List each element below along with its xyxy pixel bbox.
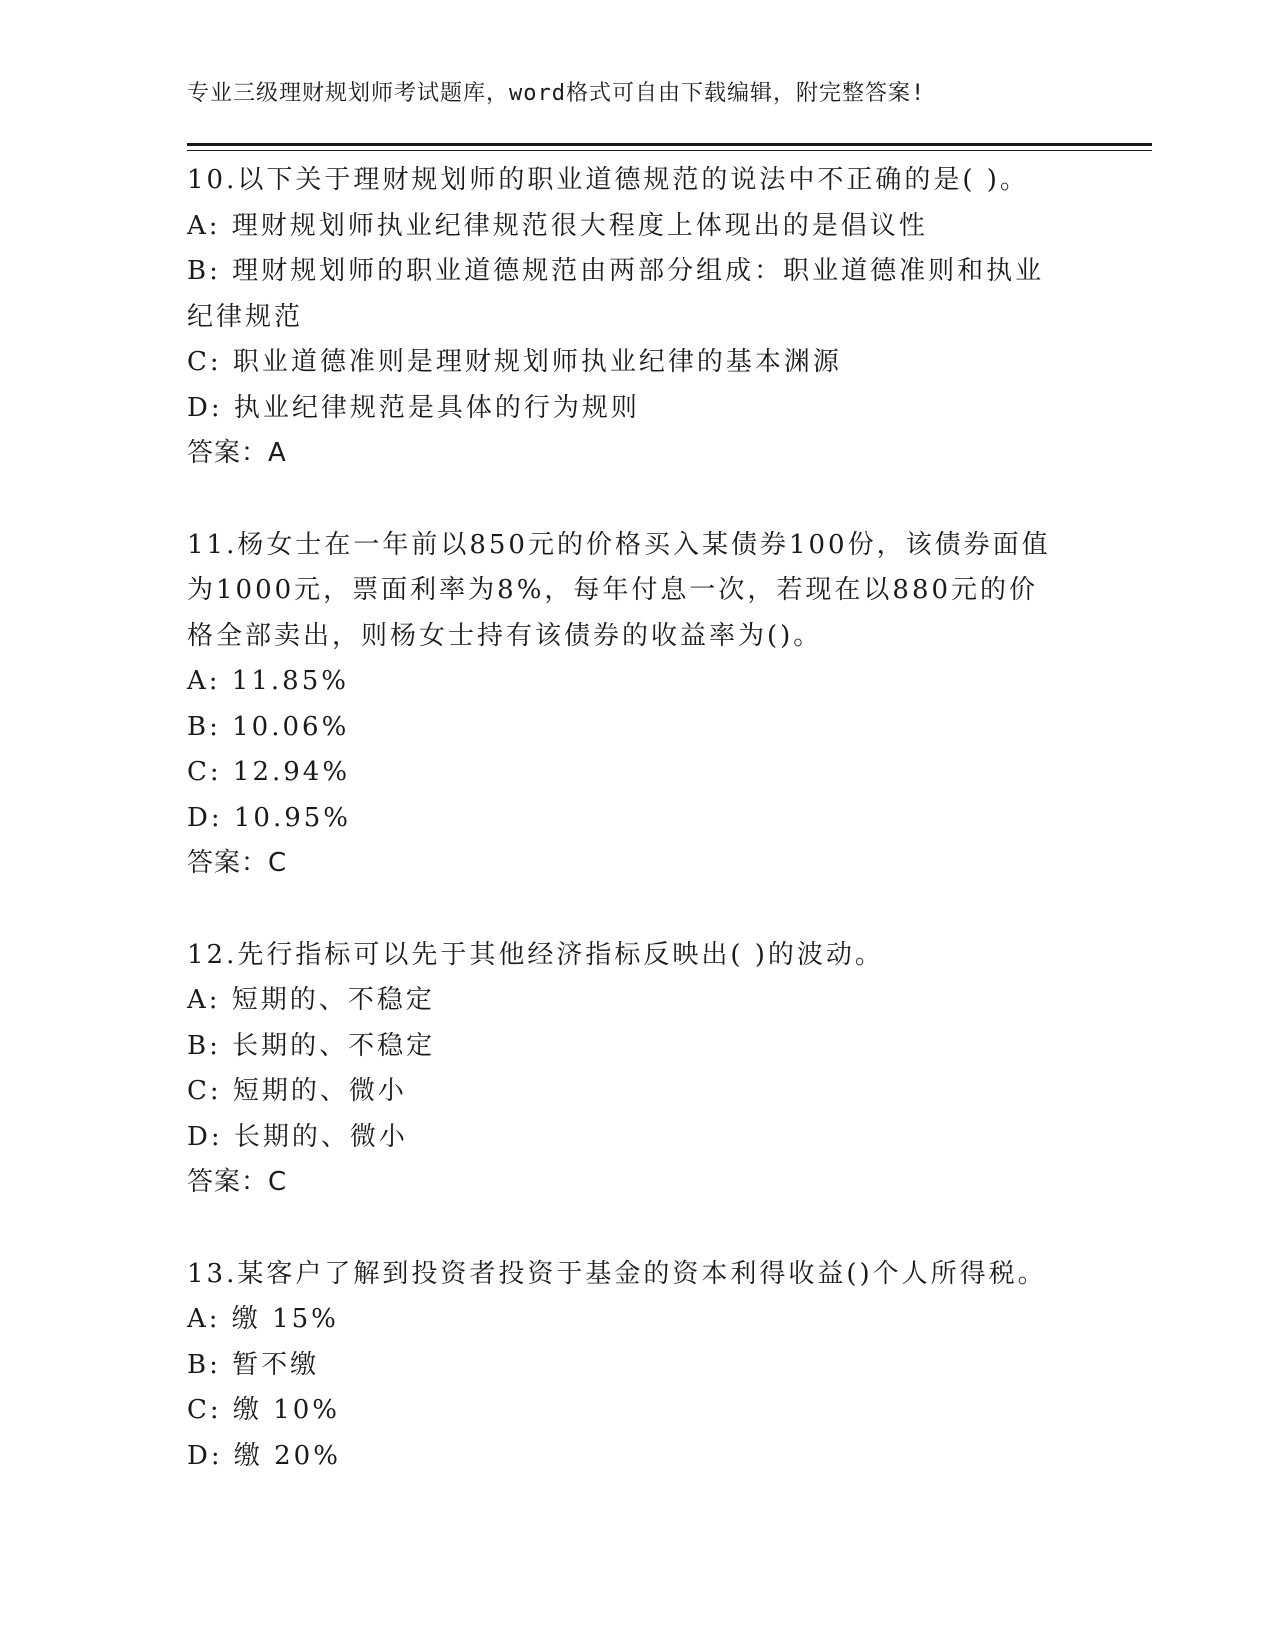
option-d: D: 缴 20% <box>187 1440 341 1471</box>
option-c: C: 职业道德准则是理财规划师执业纪律的基本渊源 <box>187 347 842 377</box>
question-stem: 13.某客户了解到投资者投资于基金的资本利得收益()个人所得税。 <box>187 1258 1047 1289</box>
option-d: D: 执业纪律规范是具体的行为规则 <box>187 392 640 423</box>
question-10 <box>187 158 1067 477</box>
question-stem: 12.先行指标可以先于其他经济指标反映出( )的波动。 <box>187 939 884 970</box>
option-a: A: 理财规划师执业纪律规范很大程度上体现出的是倡议性 <box>187 210 928 241</box>
answer-line: 答案：C <box>187 1167 288 1197</box>
option-c: C: 短期的、微小 <box>187 1076 407 1106</box>
header-rule-thin <box>187 150 1152 151</box>
header-rule-thick <box>187 143 1152 146</box>
question-list <box>187 158 1067 1525</box>
question-stem: 10.以下关于理财规划师的职业道德规范的说法中不正确的是( )。 <box>187 165 1029 195</box>
option-b: B: 10.06% <box>187 711 350 742</box>
page-header: 专业三级理财规划师考试题库，word格式可自由下载编辑，附完整答案! <box>187 81 926 106</box>
question-13 <box>187 1252 1067 1480</box>
option-a: A: 短期的、不稳定 <box>187 985 435 1015</box>
question-12 <box>187 933 1067 1206</box>
question-stem: 11.杨女士在一年前以850元的价格买入某债券100份，该债券面值为1000元，票面利率为8%，每年付息一次，若现在以880元的价格全部卖出，则杨女士持有该债券的收益率为()。 <box>187 529 1051 651</box>
answer-line: 答案：A <box>187 438 287 468</box>
answer-line: 答案：C <box>187 848 288 878</box>
option-d: D: 10.95% <box>187 802 352 833</box>
option-c: C: 缴 10% <box>187 1395 340 1425</box>
option-b: B: 理财规划师的职业道德规范由两部分组成：职业道德准则和执业纪律规范 <box>187 256 1045 332</box>
option-d: D: 长期的、微小 <box>187 1121 408 1152</box>
option-a: A: 缴 15% <box>187 1304 339 1334</box>
option-b: B: 长期的、不稳定 <box>187 1030 436 1061</box>
option-c: C: 12.94% <box>187 757 351 787</box>
option-b: B: 暂不缴 <box>187 1349 320 1380</box>
option-a: A: 11.85% <box>187 666 349 696</box>
question-11 <box>187 523 1067 887</box>
